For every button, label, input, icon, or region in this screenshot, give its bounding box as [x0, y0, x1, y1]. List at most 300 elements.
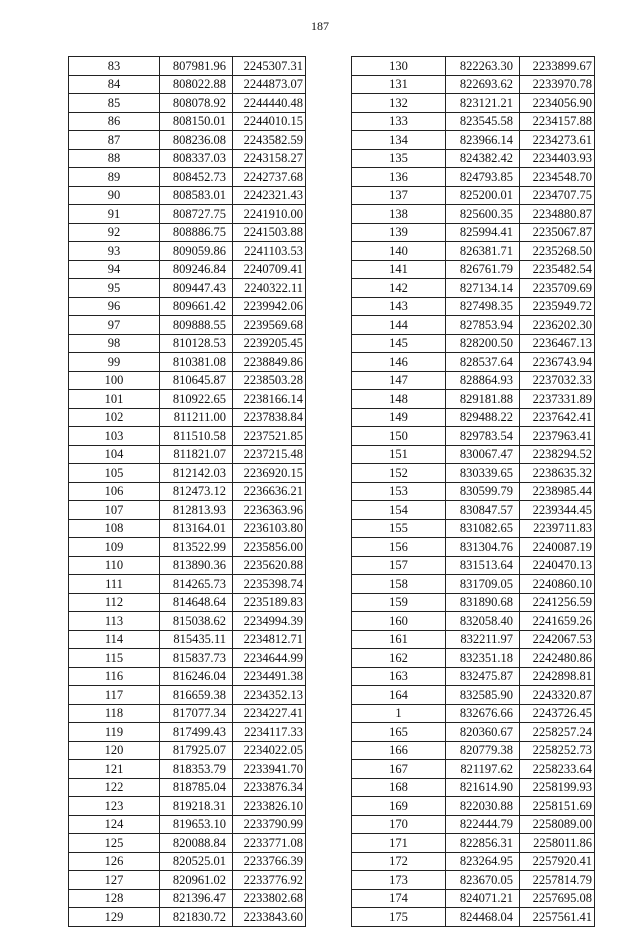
table-row	[69, 575, 306, 594]
x-coordinate-cell: 820961.02	[160, 871, 233, 890]
point-number-cell: 103	[69, 427, 160, 446]
table-row	[69, 75, 306, 94]
y-coordinate-cell: 2234273.61	[520, 131, 595, 150]
point-number-cell: 88	[69, 149, 160, 168]
point-number-cell: 95	[69, 279, 160, 298]
table-row	[69, 501, 306, 520]
x-coordinate-cell: 832585.90	[446, 686, 520, 705]
y-coordinate-cell: 2241256.59	[520, 593, 595, 612]
y-coordinate-cell: 2237521.85	[233, 427, 306, 446]
y-coordinate-cell: 2240860.10	[520, 575, 595, 594]
point-number-cell: 143	[352, 297, 446, 316]
x-coordinate-cell: 823264.95	[446, 852, 520, 871]
x-coordinate-cell: 808452.73	[160, 168, 233, 187]
table-row	[69, 334, 306, 353]
table-row	[352, 149, 595, 168]
y-coordinate-cell: 2240322.11	[233, 279, 306, 298]
x-coordinate-cell: 808337.03	[160, 149, 233, 168]
x-coordinate-cell: 821396.47	[160, 889, 233, 908]
point-number-cell: 140	[352, 242, 446, 261]
point-number-cell: 170	[352, 815, 446, 834]
table-row	[69, 427, 306, 446]
x-coordinate-cell: 832475.87	[446, 667, 520, 686]
x-coordinate-cell: 820088.84	[160, 834, 233, 853]
x-coordinate-cell: 832211.97	[446, 630, 520, 649]
y-coordinate-cell: 2236920.15	[233, 464, 306, 483]
table-row	[69, 316, 306, 335]
y-coordinate-cell: 2233766.39	[233, 852, 306, 871]
table-row	[69, 168, 306, 187]
y-coordinate-cell: 2234994.39	[233, 612, 306, 631]
y-coordinate-cell: 2235398.74	[233, 575, 306, 594]
x-coordinate-cell: 825200.01	[446, 186, 520, 205]
table-row	[352, 556, 595, 575]
x-coordinate-cell: 822856.31	[446, 834, 520, 853]
y-coordinate-cell: 2236467.13	[520, 334, 595, 353]
x-coordinate-cell: 823545.58	[446, 112, 520, 131]
point-number-cell: 164	[352, 686, 446, 705]
y-coordinate-cell: 2236743.94	[520, 353, 595, 372]
table-row	[69, 630, 306, 649]
y-coordinate-cell: 2236202.30	[520, 316, 595, 335]
y-coordinate-cell: 2237642.41	[520, 408, 595, 427]
table-row	[69, 815, 306, 834]
y-coordinate-cell: 2258199.93	[520, 778, 595, 797]
table-row	[352, 94, 595, 113]
point-number-cell: 127	[69, 871, 160, 890]
point-number-cell: 175	[352, 908, 446, 927]
point-number-cell: 1	[352, 704, 446, 723]
point-number-cell: 159	[352, 593, 446, 612]
x-coordinate-cell: 831709.05	[446, 575, 520, 594]
x-coordinate-cell: 828537.64	[446, 353, 520, 372]
table-row	[352, 242, 595, 261]
y-coordinate-cell: 2242480.86	[520, 649, 595, 668]
point-number-cell: 114	[69, 630, 160, 649]
table-row	[69, 797, 306, 816]
point-number-cell: 101	[69, 390, 160, 409]
y-coordinate-cell: 2258089.00	[520, 815, 595, 834]
point-number-cell: 156	[352, 538, 446, 557]
point-number-cell: 129	[69, 908, 160, 927]
x-coordinate-cell: 819218.31	[160, 797, 233, 816]
point-number-cell: 99	[69, 353, 160, 372]
x-coordinate-cell: 809447.43	[160, 279, 233, 298]
x-coordinate-cell: 808583.01	[160, 186, 233, 205]
x-coordinate-cell: 829488.22	[446, 408, 520, 427]
y-coordinate-cell: 2258257.24	[520, 723, 595, 742]
point-number-cell: 106	[69, 482, 160, 501]
table-row	[352, 593, 595, 612]
point-number-cell: 84	[69, 75, 160, 94]
table-row	[69, 371, 306, 390]
table-row	[352, 186, 595, 205]
y-coordinate-cell: 2236103.80	[233, 519, 306, 538]
point-number-cell: 91	[69, 205, 160, 224]
table-row	[352, 260, 595, 279]
point-number-cell: 134	[352, 131, 446, 150]
point-number-cell: 130	[352, 57, 446, 76]
table-row	[69, 482, 306, 501]
y-coordinate-cell: 2234548.70	[520, 168, 595, 187]
point-number-cell: 147	[352, 371, 446, 390]
point-number-cell: 150	[352, 427, 446, 446]
y-coordinate-cell: 2236363.96	[233, 501, 306, 520]
y-coordinate-cell: 2242898.81	[520, 667, 595, 686]
y-coordinate-cell: 2234227.41	[233, 704, 306, 723]
point-number-cell: 98	[69, 334, 160, 353]
y-coordinate-cell: 2233899.67	[520, 57, 595, 76]
y-coordinate-cell: 2244873.07	[233, 75, 306, 94]
y-coordinate-cell: 2240087.19	[520, 538, 595, 557]
x-coordinate-cell: 823670.05	[446, 871, 520, 890]
y-coordinate-cell: 2257920.41	[520, 852, 595, 871]
y-coordinate-cell: 2235268.50	[520, 242, 595, 261]
y-coordinate-cell: 2243158.27	[233, 149, 306, 168]
point-number-cell: 171	[352, 834, 446, 853]
x-coordinate-cell: 807981.96	[160, 57, 233, 76]
x-coordinate-cell: 822030.88	[446, 797, 520, 816]
y-coordinate-cell: 2238635.32	[520, 464, 595, 483]
table-row	[69, 741, 306, 760]
y-coordinate-cell: 2237331.89	[520, 390, 595, 409]
table-row	[69, 464, 306, 483]
point-number-cell: 162	[352, 649, 446, 668]
x-coordinate-cell: 815837.73	[160, 649, 233, 668]
point-number-cell: 155	[352, 519, 446, 538]
point-number-cell: 115	[69, 649, 160, 668]
table-row	[352, 445, 595, 464]
point-number-cell: 154	[352, 501, 446, 520]
table-row	[69, 186, 306, 205]
x-coordinate-cell: 812142.03	[160, 464, 233, 483]
y-coordinate-cell: 2244440.48	[233, 94, 306, 113]
x-coordinate-cell: 826761.79	[446, 260, 520, 279]
y-coordinate-cell: 2234491.38	[233, 667, 306, 686]
table-row	[352, 704, 595, 723]
x-coordinate-cell: 832351.18	[446, 649, 520, 668]
point-number-cell: 107	[69, 501, 160, 520]
table-row	[352, 667, 595, 686]
x-coordinate-cell: 827853.94	[446, 316, 520, 335]
y-coordinate-cell: 2240709.41	[233, 260, 306, 279]
table-row	[69, 112, 306, 131]
table-row	[69, 279, 306, 298]
x-coordinate-cell: 819653.10	[160, 815, 233, 834]
point-number-cell: 158	[352, 575, 446, 594]
table-row	[352, 686, 595, 705]
y-coordinate-cell: 2237838.84	[233, 408, 306, 427]
y-coordinate-cell: 2238985.44	[520, 482, 595, 501]
point-number-cell: 118	[69, 704, 160, 723]
x-coordinate-cell: 808022.88	[160, 75, 233, 94]
y-coordinate-cell: 2234644.99	[233, 649, 306, 668]
y-coordinate-cell: 2239569.68	[233, 316, 306, 335]
x-coordinate-cell: 810128.53	[160, 334, 233, 353]
coordinates-table-left-body	[69, 57, 306, 927]
y-coordinate-cell: 2234403.93	[520, 149, 595, 168]
x-coordinate-cell: 813522.99	[160, 538, 233, 557]
x-coordinate-cell: 808236.08	[160, 131, 233, 150]
x-coordinate-cell: 812473.12	[160, 482, 233, 501]
page-number: 187	[311, 19, 329, 33]
x-coordinate-cell: 823966.14	[446, 131, 520, 150]
x-coordinate-cell: 809246.84	[160, 260, 233, 279]
table-row	[69, 556, 306, 575]
x-coordinate-cell: 817499.43	[160, 723, 233, 742]
y-coordinate-cell: 2238503.28	[233, 371, 306, 390]
table-row	[69, 889, 306, 908]
point-number-cell: 137	[352, 186, 446, 205]
table-row	[352, 871, 595, 890]
y-coordinate-cell: 2235949.72	[520, 297, 595, 316]
table-row	[352, 482, 595, 501]
table-row	[69, 390, 306, 409]
point-number-cell: 105	[69, 464, 160, 483]
table-row	[69, 297, 306, 316]
y-coordinate-cell: 2257561.41	[520, 908, 595, 927]
y-coordinate-cell: 2258011.86	[520, 834, 595, 853]
point-number-cell: 116	[69, 667, 160, 686]
table-row	[69, 778, 306, 797]
table-row	[69, 131, 306, 150]
point-number-cell: 124	[69, 815, 160, 834]
point-number-cell: 145	[352, 334, 446, 353]
table-row	[352, 834, 595, 853]
point-number-cell: 108	[69, 519, 160, 538]
table-row	[69, 649, 306, 668]
table-row	[69, 667, 306, 686]
y-coordinate-cell: 2234117.33	[233, 723, 306, 742]
x-coordinate-cell: 829783.54	[446, 427, 520, 446]
point-number-cell: 139	[352, 223, 446, 242]
point-number-cell: 83	[69, 57, 160, 76]
point-number-cell: 173	[352, 871, 446, 890]
x-coordinate-cell: 811821.07	[160, 445, 233, 464]
table-row	[352, 501, 595, 520]
table-row	[69, 445, 306, 464]
point-number-cell: 142	[352, 279, 446, 298]
point-number-cell: 86	[69, 112, 160, 131]
point-number-cell: 151	[352, 445, 446, 464]
coordinates-table-right	[351, 56, 595, 927]
y-coordinate-cell: 2241659.26	[520, 612, 595, 631]
table-row	[352, 279, 595, 298]
point-number-cell: 119	[69, 723, 160, 742]
table-row	[69, 612, 306, 631]
y-coordinate-cell: 2233802.68	[233, 889, 306, 908]
point-number-cell: 160	[352, 612, 446, 631]
table-row	[352, 168, 595, 187]
point-number-cell: 167	[352, 760, 446, 779]
y-coordinate-cell: 2233843.60	[233, 908, 306, 927]
point-number-cell: 163	[352, 667, 446, 686]
x-coordinate-cell: 821197.62	[446, 760, 520, 779]
y-coordinate-cell: 2233970.78	[520, 75, 595, 94]
point-number-cell: 152	[352, 464, 446, 483]
coordinates-table-right-body	[352, 57, 595, 927]
y-coordinate-cell: 2234707.75	[520, 186, 595, 205]
y-coordinate-cell: 2233826.10	[233, 797, 306, 816]
y-coordinate-cell: 2233941.70	[233, 760, 306, 779]
table-row	[352, 815, 595, 834]
y-coordinate-cell: 2235709.69	[520, 279, 595, 298]
y-coordinate-cell: 2236636.21	[233, 482, 306, 501]
y-coordinate-cell: 2242737.68	[233, 168, 306, 187]
y-coordinate-cell: 2237032.33	[520, 371, 595, 390]
point-number-cell: 125	[69, 834, 160, 853]
y-coordinate-cell: 2239711.83	[520, 519, 595, 538]
x-coordinate-cell: 830599.79	[446, 482, 520, 501]
table-row	[352, 723, 595, 742]
point-number-cell: 93	[69, 242, 160, 261]
table-row	[69, 908, 306, 927]
x-coordinate-cell: 824382.42	[446, 149, 520, 168]
x-coordinate-cell: 814265.73	[160, 575, 233, 594]
table-row	[352, 112, 595, 131]
table-row	[352, 205, 595, 224]
point-number-cell: 148	[352, 390, 446, 409]
x-coordinate-cell: 827498.35	[446, 297, 520, 316]
y-coordinate-cell: 2239942.06	[233, 297, 306, 316]
x-coordinate-cell: 809888.55	[160, 316, 233, 335]
table-row	[352, 575, 595, 594]
point-number-cell: 120	[69, 741, 160, 760]
y-coordinate-cell: 2233790.99	[233, 815, 306, 834]
point-number-cell: 133	[352, 112, 446, 131]
table-row	[352, 760, 595, 779]
x-coordinate-cell: 813890.36	[160, 556, 233, 575]
table-row	[69, 408, 306, 427]
point-number-cell: 141	[352, 260, 446, 279]
x-coordinate-cell: 824071.21	[446, 889, 520, 908]
x-coordinate-cell: 826381.71	[446, 242, 520, 261]
y-coordinate-cell: 2233776.92	[233, 871, 306, 890]
table-row	[352, 741, 595, 760]
table-row	[352, 297, 595, 316]
y-coordinate-cell: 2235620.88	[233, 556, 306, 575]
table-row	[352, 538, 595, 557]
table-row	[352, 797, 595, 816]
x-coordinate-cell: 811211.00	[160, 408, 233, 427]
x-coordinate-cell: 820525.01	[160, 852, 233, 871]
table-row	[352, 334, 595, 353]
x-coordinate-cell: 821614.90	[446, 778, 520, 797]
x-coordinate-cell: 812813.93	[160, 501, 233, 520]
y-coordinate-cell: 2241910.00	[233, 205, 306, 224]
y-coordinate-cell: 2234352.13	[233, 686, 306, 705]
point-number-cell: 117	[69, 686, 160, 705]
y-coordinate-cell: 2234812.71	[233, 630, 306, 649]
point-number-cell: 174	[352, 889, 446, 908]
point-number-cell: 172	[352, 852, 446, 871]
table-row	[69, 871, 306, 890]
y-coordinate-cell: 2242067.53	[520, 630, 595, 649]
x-coordinate-cell: 821830.72	[160, 908, 233, 927]
table-row	[69, 704, 306, 723]
y-coordinate-cell: 2243582.59	[233, 131, 306, 150]
x-coordinate-cell: 813164.01	[160, 519, 233, 538]
table-row	[352, 630, 595, 649]
table-row	[352, 464, 595, 483]
point-number-cell: 126	[69, 852, 160, 871]
point-number-cell: 102	[69, 408, 160, 427]
table-row	[352, 908, 595, 927]
x-coordinate-cell: 810381.08	[160, 353, 233, 372]
x-coordinate-cell: 831890.68	[446, 593, 520, 612]
x-coordinate-cell: 808150.01	[160, 112, 233, 131]
table-row	[69, 538, 306, 557]
x-coordinate-cell: 816659.38	[160, 686, 233, 705]
point-number-cell: 128	[69, 889, 160, 908]
table-row	[352, 427, 595, 446]
y-coordinate-cell: 2235067.87	[520, 223, 595, 242]
point-number-cell: 169	[352, 797, 446, 816]
point-number-cell: 138	[352, 205, 446, 224]
point-number-cell: 90	[69, 186, 160, 205]
x-coordinate-cell: 827134.14	[446, 279, 520, 298]
x-coordinate-cell: 809661.42	[160, 297, 233, 316]
x-coordinate-cell: 832058.40	[446, 612, 520, 631]
table-row	[69, 149, 306, 168]
x-coordinate-cell: 822263.30	[446, 57, 520, 76]
x-coordinate-cell: 818785.04	[160, 778, 233, 797]
x-coordinate-cell: 816246.04	[160, 667, 233, 686]
point-number-cell: 94	[69, 260, 160, 279]
point-number-cell: 166	[352, 741, 446, 760]
x-coordinate-cell: 824793.85	[446, 168, 520, 187]
point-number-cell: 85	[69, 94, 160, 113]
x-coordinate-cell: 829181.88	[446, 390, 520, 409]
point-number-cell: 149	[352, 408, 446, 427]
point-number-cell: 92	[69, 223, 160, 242]
y-coordinate-cell: 2235856.00	[233, 538, 306, 557]
table-row	[69, 205, 306, 224]
x-coordinate-cell: 831304.76	[446, 538, 520, 557]
point-number-cell: 136	[352, 168, 446, 187]
x-coordinate-cell: 822444.79	[446, 815, 520, 834]
point-number-cell: 157	[352, 556, 446, 575]
table-row	[352, 649, 595, 668]
y-coordinate-cell: 2243726.45	[520, 704, 595, 723]
point-number-cell: 104	[69, 445, 160, 464]
y-coordinate-cell: 2235482.54	[520, 260, 595, 279]
table-row	[352, 353, 595, 372]
x-coordinate-cell: 809059.86	[160, 242, 233, 261]
table-row	[352, 316, 595, 335]
x-coordinate-cell: 824468.04	[446, 908, 520, 927]
table-row	[352, 131, 595, 150]
y-coordinate-cell: 2234056.90	[520, 94, 595, 113]
point-number-cell: 109	[69, 538, 160, 557]
y-coordinate-cell: 2257814.79	[520, 871, 595, 890]
point-number-cell: 97	[69, 316, 160, 335]
table-row	[352, 519, 595, 538]
y-coordinate-cell: 2234880.87	[520, 205, 595, 224]
point-number-cell: 161	[352, 630, 446, 649]
x-coordinate-cell: 825600.35	[446, 205, 520, 224]
table-row	[69, 353, 306, 372]
y-coordinate-cell: 2240470.13	[520, 556, 595, 575]
table-row	[69, 593, 306, 612]
x-coordinate-cell: 825994.41	[446, 223, 520, 242]
table-row	[69, 57, 306, 76]
point-number-cell: 112	[69, 593, 160, 612]
point-number-cell: 123	[69, 797, 160, 816]
x-coordinate-cell: 830339.65	[446, 464, 520, 483]
point-number-cell: 113	[69, 612, 160, 631]
point-number-cell: 135	[352, 149, 446, 168]
